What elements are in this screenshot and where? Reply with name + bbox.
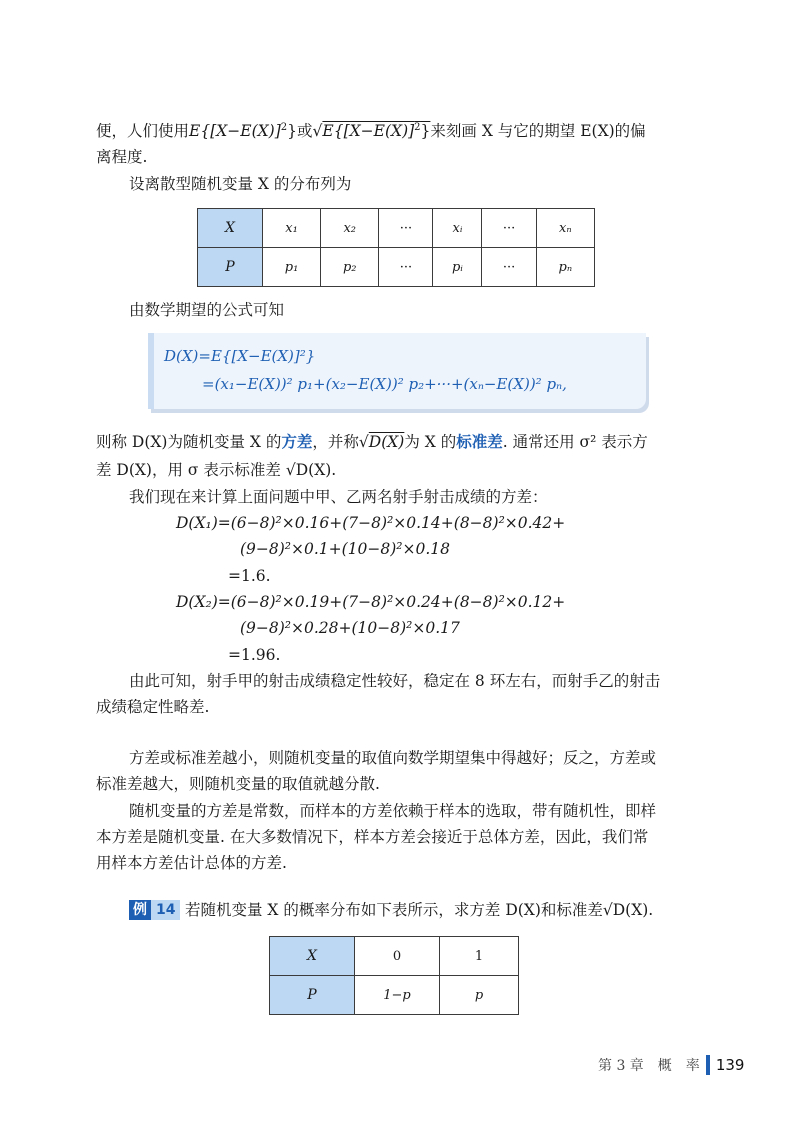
stddev-expression: E{[X−E(X)] [322,122,415,140]
table-row [270,976,519,1015]
sqrt-expression: D(X) [368,433,405,451]
intro-or: 或 [297,122,313,140]
intro-text-end: 来刻画 X 与它的期望 E(X)的偏 [430,122,646,140]
formula-line-1: D(X)=E{[X−E(X)]²} [164,347,316,365]
table-cell: pₙ [536,248,594,287]
formula-box [148,333,646,409]
header-cell-x: X [270,937,355,976]
table-cell: ··· [482,209,536,248]
calc-d1-result: =1.6. [228,567,271,585]
calc-d1-line-2: (9−8)²×0.1+(10−8)²×0.18 [240,540,451,558]
table-cell: 1 [440,937,519,976]
example-question: 若随机变量 X 的概率分布如下表所示，求方差 D(X)和标准差√D(X). [185,901,654,919]
table-cell: 1−p [355,976,440,1015]
page-number: 139 [715,1056,745,1074]
calc-intro: 我们现在来计算上面问题中甲、乙两名射手射击成绩的方差： [129,488,548,506]
table-cell: x₂ [321,209,379,248]
definition-text: . 通常还用 σ² 表示方 [502,433,648,451]
table-cell: ··· [379,209,433,248]
para2-line-1: 随机变量的方差是常数，而样本的方差依赖于样本的选取，带有随机性，即样 [129,802,657,820]
intro-line-2: 离程度. [96,148,148,166]
example-label: 例 [129,900,151,920]
table-cell: xᵢ [433,209,482,248]
intro-line-1: 便，人们使用$E\{[X-E(X)]^2\}$或$√E\{[X-E(X)]^2\}$来刻画 X 与它的期望 E(X)的偏 [96,121,646,140]
table-cell: ··· [379,248,433,287]
calc-d2-line-2: (9−8)²×0.28+(10−8)²×0.17 [240,619,460,637]
conclusion-line-1: 由此可知，射手甲的射击成绩稳定性较好，稳定在 8 环左右，而射手乙的射击 [129,672,661,690]
formula-intro: 由数学期望的公式可知 [129,301,285,319]
table-row [198,248,595,287]
para2-line-2: 本方差是随机变量. 在大多数情况下，样本方差会接近于总体方差，因此，我们常 [96,828,649,846]
page-footer [598,1055,744,1075]
definition-text: 则称 D(X)为随机变量 X 的 [96,433,282,451]
header-cell-p: P [198,248,263,287]
table-cell: 0 [355,937,440,976]
table-cell: pᵢ [433,248,482,287]
table-row [270,937,519,976]
footer-divider [706,1055,710,1075]
table-row [198,209,595,248]
calc-d1-line-1: D(X₁)=(6−8)²×0.16+(7−8)²×0.14+(8−8)²×0.42+ [176,514,566,532]
table-cell: xₙ [536,209,594,248]
definition-line-2: 差 D(X)，用 σ 表示标准差 √D(X). [96,461,337,479]
example-table [269,936,519,1015]
conclusion-line-2: 成绩稳定性略差. [96,698,210,716]
definition-line-1: 则称 D(X)为随机变量 X 的方差，并称√D(X)为 X 的标准差. 通常还用 σ² 表示方 [96,432,648,451]
para2-line-3: 用样本方差估计总体的方差. [96,854,287,872]
para1-line-1: 方差或标准差越小，则随机变量的取值向数学期望集中得越好；反之，方差或 [129,749,657,767]
formula-line-2: =(x₁−E(X))² p₁+(x₂−E(X))² p₂+···+(xₙ−E(X))² pₙ, [202,375,567,393]
intro-line-3: 设离散型随机变量 X 的分布列为 [129,175,352,193]
distribution-table [197,208,595,287]
header-cell-p: P [270,976,355,1015]
example-number: 14 [151,900,180,920]
table-cell: x₁ [263,209,321,248]
calc-d2-result: =1.96. [228,646,281,664]
intro-text: 便，人们使用 [96,122,190,140]
variance-expression: E{[X−E(X)] [189,122,281,140]
table-cell: ··· [482,248,536,287]
para1-line-2: 标准差越大，则随机变量的取值就越分散. [96,775,380,793]
table-cell: p [440,976,519,1015]
header-cell-x: X [198,209,263,248]
example-tag [129,900,180,920]
definition-text: 为 X 的 [404,433,457,451]
chapter-label: 第 3 章 概 率 [598,1058,700,1074]
definition-text: ，并称 [312,433,359,451]
term-stddev: 标准差 [456,432,503,451]
table-cell: p₂ [321,248,379,287]
table-cell: p₁ [263,248,321,287]
term-variance: 方差 [281,432,313,451]
calc-d2-line-1: D(X₂)=(6−8)²×0.19+(7−8)²×0.24+(8−8)²×0.12+ [176,593,566,611]
